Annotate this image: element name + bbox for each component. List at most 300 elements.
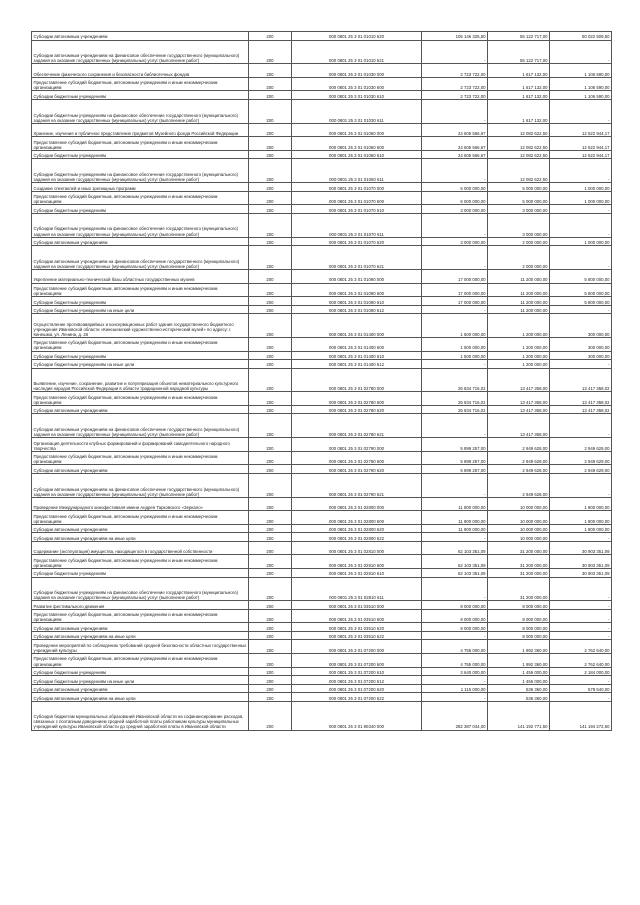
budget-table-body xyxy=(32,32,612,731)
row-amount-planned-cell: 26 834 716,02 xyxy=(422,392,488,406)
row-amount-remainder-cell: - xyxy=(550,213,612,237)
row-classification-code-cell: 000 0801 25 3 01 01070 621 xyxy=(292,246,422,270)
row-amount-planned-cell: 3 000 000,00 xyxy=(422,205,488,214)
table-row xyxy=(32,623,612,632)
row-code-cell: 200 xyxy=(249,631,292,640)
table-row xyxy=(32,577,612,601)
row-classification-code-cell: 000 0801 25 3 01 01010 621 xyxy=(292,40,422,64)
row-classification-code-cell: 000 0801 25 3 01 02790 621 xyxy=(292,473,422,497)
table-row xyxy=(32,569,612,578)
row-amount-remainder-cell: 12 522 944,17 xyxy=(550,150,612,159)
row-code-cell: 200 xyxy=(249,555,292,569)
row-name-cell: Субсидии бюджетным учреждениям xyxy=(32,667,249,676)
row-code-cell: 200 xyxy=(249,91,292,100)
row-amount-executed-cell: 3 000 000,00 xyxy=(488,213,550,237)
row-amount-executed-cell: 1 992 360,00 xyxy=(488,640,550,654)
row-code-cell: 200 xyxy=(249,623,292,632)
row-amount-planned-cell: 17 000 000,00 xyxy=(422,269,488,283)
table-row xyxy=(32,451,612,465)
row-classification-code-cell: 000 0801 25 3 01 01030 000 xyxy=(292,64,422,78)
row-classification-code-cell: 000 0801 25 3 01 01070 600 xyxy=(292,191,422,205)
row-amount-remainder-cell: 1 106 590,00 xyxy=(550,77,612,91)
row-amount-executed-cell: 10 000 000,00 xyxy=(488,533,550,542)
table-row xyxy=(32,392,612,406)
row-name-cell: Субсидии автономным учреждениям xyxy=(32,684,249,693)
row-name-cell: Субсидии автономным учреждениям xyxy=(32,524,249,533)
row-classification-code-cell: 000 0801 25 3 01 01060 600 xyxy=(292,137,422,151)
table-row xyxy=(32,137,612,151)
row-amount-planned-cell: - xyxy=(422,99,488,123)
row-name-cell: Субсидии бюджетным учреждениям на иные цели xyxy=(32,360,249,369)
row-name-cell: Предоставление субсидий бюджетным, автономным учреждениям и иным некоммерческим организациям xyxy=(32,609,249,623)
row-name-cell: Создание спектаклей и иных зрелищных программ xyxy=(32,183,249,192)
row-code-cell: 200 xyxy=(249,283,292,297)
table-row xyxy=(32,640,612,654)
row-amount-executed-cell: 11 200 000,00 xyxy=(488,283,550,297)
row-code-cell: 200 xyxy=(249,667,292,676)
row-amount-planned-cell: 1 500 000,00 xyxy=(422,337,488,351)
row-classification-code-cell: 000 0801 25 3 01 01030 611 xyxy=(292,99,422,123)
row-name-cell: Предоставление субсидий бюджетным, автономным учреждениям и иным некоммерческим организациям xyxy=(32,337,249,351)
row-classification-code-cell: 000 0801 25 3 01 02790 600 xyxy=(292,451,422,465)
row-amount-remainder-cell: - xyxy=(550,305,612,314)
row-amount-planned-cell: 8 000 000,00 xyxy=(422,609,488,623)
row-classification-code-cell: 000 0801 25 3 01 07200 000 xyxy=(292,640,422,654)
row-code-cell: 200 xyxy=(249,77,292,91)
row-code-cell: 200 xyxy=(249,465,292,474)
table-row xyxy=(32,676,612,685)
row-classification-code-cell: 000 0801 25 3 01 01090 612 xyxy=(292,305,422,314)
row-amount-remainder-cell: 5 800 000,00 xyxy=(550,283,612,297)
row-code-cell: 200 xyxy=(249,246,292,270)
table-row xyxy=(32,213,612,237)
row-name-cell: Субсидии бюджетным учреждениям на иные цели xyxy=(32,676,249,685)
row-amount-remainder-cell: - xyxy=(550,414,612,438)
table-row xyxy=(32,541,612,555)
table-row xyxy=(32,283,612,297)
table-row xyxy=(32,237,612,246)
row-classification-code-cell: 000 0801 25 3 01 01060 611 xyxy=(292,159,422,183)
row-amount-remainder-cell: - xyxy=(550,693,612,702)
row-code-cell: 200 xyxy=(249,99,292,123)
row-code-cell: 200 xyxy=(249,297,292,306)
row-amount-planned-cell: - xyxy=(422,360,488,369)
row-amount-executed-cell: 1 992 360,00 xyxy=(488,654,550,668)
row-amount-remainder-cell: 1 800 000,00 xyxy=(550,511,612,525)
row-amount-remainder-cell: 5 800 000,00 xyxy=(550,269,612,283)
row-amount-planned-cell: - xyxy=(422,305,488,314)
row-amount-remainder-cell: - xyxy=(550,601,612,610)
row-name-cell: Субсидии автономным учреждениям на финансовое обеспечение государственного (муниципального) задания на оказание государственных (муниципальных) услуг (выполнение работ) xyxy=(32,246,249,270)
row-amount-executed-cell: 31 200 000,00 xyxy=(488,569,550,578)
row-classification-code-cell: 000 0801 25 3 01 03510 620 xyxy=(292,623,422,632)
row-classification-code-cell: 000 0801 25 3 01 07200 622 xyxy=(292,693,422,702)
row-amount-executed-cell: 1 200 000,00 xyxy=(488,360,550,369)
row-name-cell: Предоставление субсидий бюджетным, автономным учреждениям и иным некоммерческим организациям xyxy=(32,283,249,297)
row-name-cell: Субсидии автономным учреждениям xyxy=(32,465,249,474)
row-name-cell: Предоставление субсидий бюджетным, автономным учреждениям и иным некоммерческим организациям xyxy=(32,137,249,151)
row-amount-planned-cell: 3 000 000,00 xyxy=(422,237,488,246)
row-code-cell: 200 xyxy=(249,693,292,702)
table-row xyxy=(32,511,612,525)
row-code-cell: 200 xyxy=(249,205,292,214)
row-name-cell: Субсидии бюджетным учреждениям xyxy=(32,351,249,360)
row-name-cell: Предоставление субсидий бюджетным, автономным учреждениям и иным некоммерческим организациям xyxy=(32,555,249,569)
row-classification-code-cell: 000 0801 25 3 01 02800 620 xyxy=(292,524,422,533)
row-amount-planned-cell: 2 723 722,00 xyxy=(422,64,488,78)
row-amount-executed-cell: 3 000 000,00 xyxy=(488,205,550,214)
row-amount-remainder-cell: 1 000 000,00 xyxy=(550,183,612,192)
row-amount-executed-cell: 1 456 000,00 xyxy=(488,676,550,685)
row-code-cell: 200 xyxy=(249,123,292,137)
row-classification-code-cell: 000 0801 25 3 01 02810 600 xyxy=(292,555,422,569)
table-row xyxy=(32,191,612,205)
row-amount-executed-cell: 2 000 000,00 xyxy=(488,237,550,246)
row-name-cell: Субсидии бюджетным учреждениям xyxy=(32,91,249,100)
table-row xyxy=(32,297,612,306)
row-amount-remainder-cell: 1 106 590,00 xyxy=(550,64,612,78)
row-name-cell: Субсидии автономным учреждениям на финансовое обеспечение государственного (муниципального) задания на оказание государственных (муниципальных) услуг (выполнение работ) xyxy=(32,414,249,438)
row-amount-executed-cell: 1 617 132,00 xyxy=(488,64,550,78)
row-name-cell: Субсидии бюджетным учреждениям xyxy=(32,150,249,159)
table-row xyxy=(32,654,612,668)
row-amount-planned-cell: 2 723 722,00 xyxy=(422,77,488,91)
table-row xyxy=(32,667,612,676)
row-amount-executed-cell: 1 200 000,00 xyxy=(488,314,550,338)
row-amount-executed-cell: 2 949 628,00 xyxy=(488,451,550,465)
row-amount-remainder-cell: 300 000,00 xyxy=(550,351,612,360)
row-amount-executed-cell: 12 082 622,50 xyxy=(488,137,550,151)
row-code-cell: 200 xyxy=(249,684,292,693)
row-amount-remainder-cell: 13 417 358,02 xyxy=(550,368,612,392)
row-code-cell: 200 xyxy=(249,676,292,685)
row-amount-remainder-cell: 13 417 358,02 xyxy=(550,405,612,414)
row-amount-remainder-cell: 2 949 629,00 xyxy=(550,465,612,474)
row-name-cell: Субсидии бюджетным учреждениям на финансовое обеспечение государственного (муниципального) задания на оказание государственных (муниципальных) услуг (выполнение работ) xyxy=(32,213,249,237)
row-classification-code-cell: 000 0801 25 3 01 02790 620 xyxy=(292,465,422,474)
row-classification-code-cell: 000 0801 25 3 01 02780 000 xyxy=(292,368,422,392)
row-code-cell: 200 xyxy=(249,314,292,338)
row-classification-code-cell: 000 0801 25 3 01 02780 621 xyxy=(292,414,422,438)
row-classification-code-cell: 000 0801 25 3 01 01070 000 xyxy=(292,183,422,192)
row-code-cell: 200 xyxy=(249,351,292,360)
table-row xyxy=(32,533,612,542)
row-amount-planned-cell: - xyxy=(422,414,488,438)
row-amount-planned-cell: - xyxy=(422,533,488,542)
row-code-cell: 200 xyxy=(249,150,292,159)
row-classification-code-cell: 000 0801 25 3 01 01070 611 xyxy=(292,213,422,237)
table-row xyxy=(32,555,612,569)
row-name-cell: Субсидии бюджетным учреждениям xyxy=(32,297,249,306)
row-code-cell: 200 xyxy=(249,269,292,283)
table-row xyxy=(32,473,612,497)
row-amount-remainder-cell: 300 000,00 xyxy=(550,337,612,351)
row-amount-planned-cell: - xyxy=(422,473,488,497)
row-amount-executed-cell: 12 082 622,50 xyxy=(488,159,550,183)
row-code-cell: 200 xyxy=(249,337,292,351)
row-name-cell: Проведение Международного кинофестиваля имени Андрея Тарковского «Зеркало» xyxy=(32,497,249,511)
row-classification-code-cell: 000 0801 25 3 01 02800 000 xyxy=(292,497,422,511)
row-code-cell: 200 xyxy=(249,701,292,730)
row-classification-code-cell: 000 0801 25 3 01 80340 000 xyxy=(292,701,422,730)
table-row xyxy=(32,64,612,78)
row-name-cell: Осуществление противоаварийных и консервационных работ здания государственного бюджетного учреждения Ивановской области «Кинешемский художественно-исторический музей» по адресу: г. Кинешма, ул. Ленина, д. 26 xyxy=(32,314,249,338)
row-classification-code-cell: 000 0801 25 3 01 02780 600 xyxy=(292,392,422,406)
table-row xyxy=(32,368,612,392)
row-classification-code-cell: 000 0801 25 3 01 03510 622 xyxy=(292,631,422,640)
row-amount-planned-cell: 24 605 566,67 xyxy=(422,150,488,159)
row-amount-executed-cell: 11 200 000,00 xyxy=(488,305,550,314)
row-code-cell: 200 xyxy=(249,137,292,151)
row-code-cell: 200 xyxy=(249,524,292,533)
row-name-cell: Субсидии автономным учреждениям xyxy=(32,405,249,414)
table-row xyxy=(32,314,612,338)
row-amount-executed-cell: 2 000 000,00 xyxy=(488,246,550,270)
row-amount-remainder-cell: - xyxy=(550,623,612,632)
row-amount-planned-cell: 4 755 000,00 xyxy=(422,654,488,668)
budget-table xyxy=(31,31,612,731)
row-amount-planned-cell: 17 000 000,00 xyxy=(422,297,488,306)
row-code-cell: 200 xyxy=(249,414,292,438)
row-amount-executed-cell: 1 200 000,00 xyxy=(488,351,550,360)
row-name-cell: Субсидия бюджетам муниципальных образований Ивановской области на софинансирование расходов, связанных с поэтапным доведением средней заработной платы работникам культуры муниципальных учреждений культуры Ивановской области до средней заработной платы в Ивановской области xyxy=(32,701,249,730)
row-amount-remainder-cell: 1 000 000,00 xyxy=(550,191,612,205)
row-amount-planned-cell: - xyxy=(422,40,488,64)
row-code-cell: 200 xyxy=(249,183,292,192)
row-amount-planned-cell: - xyxy=(422,213,488,237)
row-code-cell: 200 xyxy=(249,511,292,525)
table-row xyxy=(32,524,612,533)
row-classification-code-cell: 000 0801 25 3 01 07200 612 xyxy=(292,676,422,685)
row-code-cell: 200 xyxy=(249,640,292,654)
row-code-cell: 200 xyxy=(249,609,292,623)
row-amount-planned-cell: 24 605 566,67 xyxy=(422,123,488,137)
row-amount-remainder-cell: - xyxy=(550,676,612,685)
row-amount-remainder-cell: - xyxy=(550,533,612,542)
row-name-cell: Субсидии бюджетным учреждениям на финансовое обеспечение государственного (муниципального) задания на оказание государственных (муниципальных) услуг (выполнение работ) xyxy=(32,159,249,183)
row-amount-remainder-cell: 12 522 944,17 xyxy=(550,137,612,151)
row-amount-planned-cell: - xyxy=(422,676,488,685)
row-name-cell: Субсидии автономным учреждениям на иные цели xyxy=(32,693,249,702)
row-classification-code-cell: 000 0801 25 3 01 02790 000 xyxy=(292,438,422,452)
row-amount-executed-cell: 1 200 000,00 xyxy=(488,337,550,351)
row-amount-executed-cell: 8 000 000,00 xyxy=(488,623,550,632)
row-amount-executed-cell: 8 000 000,00 xyxy=(488,601,550,610)
row-classification-code-cell: 000 0801 25 3 01 01070 620 xyxy=(292,237,422,246)
row-amount-remainder-cell: 30 903 351,09 xyxy=(550,541,612,555)
table-row xyxy=(32,205,612,214)
row-amount-remainder-cell: - xyxy=(550,360,612,369)
row-classification-code-cell: 000 0801 25 3 01 02800 600 xyxy=(292,511,422,525)
row-classification-code-cell: 000 0801 25 3 01 01010 620 xyxy=(292,32,422,41)
row-amount-executed-cell: 31 200 000,00 xyxy=(488,541,550,555)
row-amount-planned-cell: 6 000 000,00 xyxy=(422,191,488,205)
row-amount-planned-cell: - xyxy=(422,159,488,183)
row-name-cell: Субсидии бюджетным учреждениям на иные цели xyxy=(32,305,249,314)
row-amount-planned-cell: - xyxy=(422,693,488,702)
row-amount-planned-cell: 5 899 257,00 xyxy=(422,438,488,452)
row-amount-executed-cell: 1 617 132,00 xyxy=(488,77,550,91)
table-row xyxy=(32,693,612,702)
row-amount-remainder-cell: 1 000 000,00 xyxy=(550,237,612,246)
row-amount-executed-cell: 11 200 000,00 xyxy=(488,297,550,306)
row-name-cell: Предоставление субсидий бюджетным, автономным учреждениям и иным некоммерческим организациям xyxy=(32,654,249,668)
row-code-cell: 200 xyxy=(249,392,292,406)
row-amount-planned-cell: 5 899 257,00 xyxy=(422,451,488,465)
row-code-cell: 200 xyxy=(249,601,292,610)
row-amount-planned-cell: 4 755 000,00 xyxy=(422,640,488,654)
row-code-cell: 200 xyxy=(249,360,292,369)
row-amount-planned-cell: 1 115 000,00 xyxy=(422,684,488,693)
row-name-cell: Предоставление субсидий бюджетным, автономным учреждениям и иным некоммерческим организациям xyxy=(32,511,249,525)
row-amount-executed-cell: 13 417 358,00 xyxy=(488,392,550,406)
table-row xyxy=(32,414,612,438)
row-amount-planned-cell: 282 387 044,00 xyxy=(422,701,488,730)
row-amount-planned-cell: 26 834 716,02 xyxy=(422,368,488,392)
row-amount-remainder-cell: 1 106 590,00 xyxy=(550,91,612,100)
row-amount-planned-cell: - xyxy=(422,577,488,601)
row-amount-remainder-cell: - xyxy=(550,99,612,123)
row-code-cell: 200 xyxy=(249,191,292,205)
row-amount-planned-cell: 62 103 351,09 xyxy=(422,555,488,569)
row-classification-code-cell: 000 0801 25 3 01 01090 610 xyxy=(292,297,422,306)
row-amount-executed-cell: 55 122 717,00 xyxy=(488,32,550,41)
row-name-cell: Субсидии бюджетным учреждениям xyxy=(32,569,249,578)
row-classification-code-cell: 000 0801 25 3 01 03510 000 xyxy=(292,601,422,610)
row-code-cell: 200 xyxy=(249,405,292,414)
row-code-cell: 200 xyxy=(249,64,292,78)
row-classification-code-cell: 000 0801 25 3 01 03510 600 xyxy=(292,609,422,623)
table-row xyxy=(32,360,612,369)
row-code-cell: 200 xyxy=(249,159,292,183)
table-row xyxy=(32,701,612,730)
row-code-cell: 200 xyxy=(249,32,292,41)
row-name-cell: Субсидии автономным учреждениям на иные цели xyxy=(32,533,249,542)
row-amount-remainder-cell: 578 640,00 xyxy=(550,684,612,693)
table-row xyxy=(32,337,612,351)
table-row xyxy=(32,40,612,64)
row-code-cell: 200 xyxy=(249,237,292,246)
row-name-cell: Предоставление субсидий бюджетным, автономным учреждениям и иным некоммерческим организациям xyxy=(32,392,249,406)
row-amount-planned-cell: 17 000 000,00 xyxy=(422,283,488,297)
row-classification-code-cell: 000 0801 25 3 01 02810 610 xyxy=(292,569,422,578)
row-amount-remainder-cell: 300 000,00 xyxy=(550,314,612,338)
table-row xyxy=(32,601,612,610)
row-amount-remainder-cell: 1 800 000,00 xyxy=(550,524,612,533)
row-amount-executed-cell: 12 082 622,50 xyxy=(488,123,550,137)
row-amount-remainder-cell: 1 800 000,00 xyxy=(550,497,612,511)
row-classification-code-cell: 000 0801 25 3 01 01400 600 xyxy=(292,337,422,351)
row-classification-code-cell: 000 0801 25 3 01 01030 610 xyxy=(292,91,422,100)
row-amount-remainder-cell: 50 022 509,50 xyxy=(550,32,612,41)
row-code-cell: 200 xyxy=(249,213,292,237)
row-code-cell: 200 xyxy=(249,541,292,555)
row-classification-code-cell: 000 0801 25 3 01 07200 620 xyxy=(292,684,422,693)
row-amount-remainder-cell: 2 762 640,00 xyxy=(550,654,612,668)
row-amount-executed-cell: 536 360,00 xyxy=(488,684,550,693)
row-name-cell: Субсидии автономным учреждениям на финансовое обеспечение государственного (муниципального) задания на оказание государственных (муниципальных) услуг (выполнение работ) xyxy=(32,40,249,64)
table-row xyxy=(32,159,612,183)
row-amount-executed-cell: 10 000 000,00 xyxy=(488,497,550,511)
row-amount-remainder-cell: 12 522 944,17 xyxy=(550,123,612,137)
table-row xyxy=(32,183,612,192)
table-row xyxy=(32,99,612,123)
row-amount-executed-cell: 141 192 771,50 xyxy=(488,701,550,730)
table-row xyxy=(32,609,612,623)
row-amount-planned-cell: 11 800 000,00 xyxy=(422,511,488,525)
row-amount-planned-cell: - xyxy=(422,246,488,270)
row-amount-executed-cell: 12 082 622,50 xyxy=(488,150,550,159)
table-row xyxy=(32,91,612,100)
row-name-cell: Субсидии автономным учреждениям xyxy=(32,237,249,246)
row-amount-executed-cell: 11 200 000,00 xyxy=(488,269,550,283)
row-amount-remainder-cell: - xyxy=(550,609,612,623)
row-classification-code-cell: 000 0801 25 3 01 02810 000 xyxy=(292,541,422,555)
row-amount-executed-cell: 1 617 132,00 xyxy=(488,91,550,100)
row-amount-planned-cell: 1 500 000,00 xyxy=(422,314,488,338)
row-amount-executed-cell: 2 949 628,00 xyxy=(488,465,550,474)
row-name-cell: Проведение мероприятий по соблюдению требований средней безопасности областных государственных учреждений культуры xyxy=(32,640,249,654)
row-code-cell: 200 xyxy=(249,40,292,64)
table-row xyxy=(32,438,612,452)
table-row xyxy=(32,123,612,137)
row-name-cell: Хранение, изучение и публичное представление предметов Музейного фонда Российской Федерации xyxy=(32,123,249,137)
row-name-cell: Предоставление субсидий бюджетным, автономным учреждениям и иным некоммерческим организациям xyxy=(32,451,249,465)
row-amount-remainder-cell: 2 762 640,00 xyxy=(550,640,612,654)
row-code-cell: 200 xyxy=(249,497,292,511)
row-code-cell: 200 xyxy=(249,451,292,465)
row-classification-code-cell: 000 0801 25 3 01 07200 600 xyxy=(292,654,422,668)
table-row xyxy=(32,150,612,159)
row-name-cell: Субсидии бюджетным учреждениям на финансовое обеспечение государственного (муниципального) задания на оказание государственных (муниципальных) услуг (выполнение работ) xyxy=(32,577,249,601)
row-amount-executed-cell: 10 000 000,00 xyxy=(488,524,550,533)
table-row xyxy=(32,405,612,414)
row-name-cell: Субсидии автономным учреждениям xyxy=(32,623,249,632)
row-classification-code-cell: 000 0801 25 3 01 01030 600 xyxy=(292,77,422,91)
table-row xyxy=(32,351,612,360)
row-code-cell: 200 xyxy=(249,577,292,601)
row-classification-code-cell: 000 0801 25 3 01 01060 000 xyxy=(292,123,422,137)
row-amount-executed-cell: 10 000 000,00 xyxy=(488,511,550,525)
table-row xyxy=(32,631,612,640)
row-amount-planned-cell: 6 000 000,00 xyxy=(422,183,488,192)
row-amount-executed-cell: 13 417 358,00 xyxy=(488,405,550,414)
row-amount-executed-cell: 8 000 000,00 xyxy=(488,609,550,623)
row-classification-code-cell: 000 0801 25 3 01 01090 600 xyxy=(292,283,422,297)
row-amount-planned-cell: 11 800 000,00 xyxy=(422,497,488,511)
row-name-cell: Укрепление материально-технической базы областных государственных музеев xyxy=(32,269,249,283)
row-classification-code-cell: 000 0801 25 3 01 07200 610 xyxy=(292,667,422,676)
row-code-cell: 200 xyxy=(249,368,292,392)
row-name-cell: Субсидии бюджетным учреждениям xyxy=(32,205,249,214)
row-amount-planned-cell: 11 800 000,00 xyxy=(422,524,488,533)
row-classification-code-cell: 000 0801 25 3 01 02810 611 xyxy=(292,577,422,601)
row-name-cell: Субсидии автономным учреждениям xyxy=(32,32,249,41)
row-amount-executed-cell: 2 949 628,00 xyxy=(488,473,550,497)
row-amount-planned-cell: 62 103 351,09 xyxy=(422,569,488,578)
row-amount-planned-cell: 2 723 722,00 xyxy=(422,91,488,100)
row-amount-remainder-cell: - xyxy=(550,473,612,497)
row-name-cell: Содержание (эксплуатация) имущества, находящегося в государственной собственности xyxy=(32,541,249,555)
table-row xyxy=(32,32,612,41)
row-code-cell: 200 xyxy=(249,305,292,314)
table-row xyxy=(32,684,612,693)
row-name-cell: Субсидии бюджетным учреждениям на финансовое обеспечение государственного (муниципального) задания на оказание государственных (муниципальных) услуг (выполнение работ) xyxy=(32,99,249,123)
table-row xyxy=(32,497,612,511)
row-amount-executed-cell: 31 200 000,00 xyxy=(488,555,550,569)
row-amount-remainder-cell: 13 417 358,02 xyxy=(550,392,612,406)
row-amount-remainder-cell: 5 800 000,00 xyxy=(550,297,612,306)
